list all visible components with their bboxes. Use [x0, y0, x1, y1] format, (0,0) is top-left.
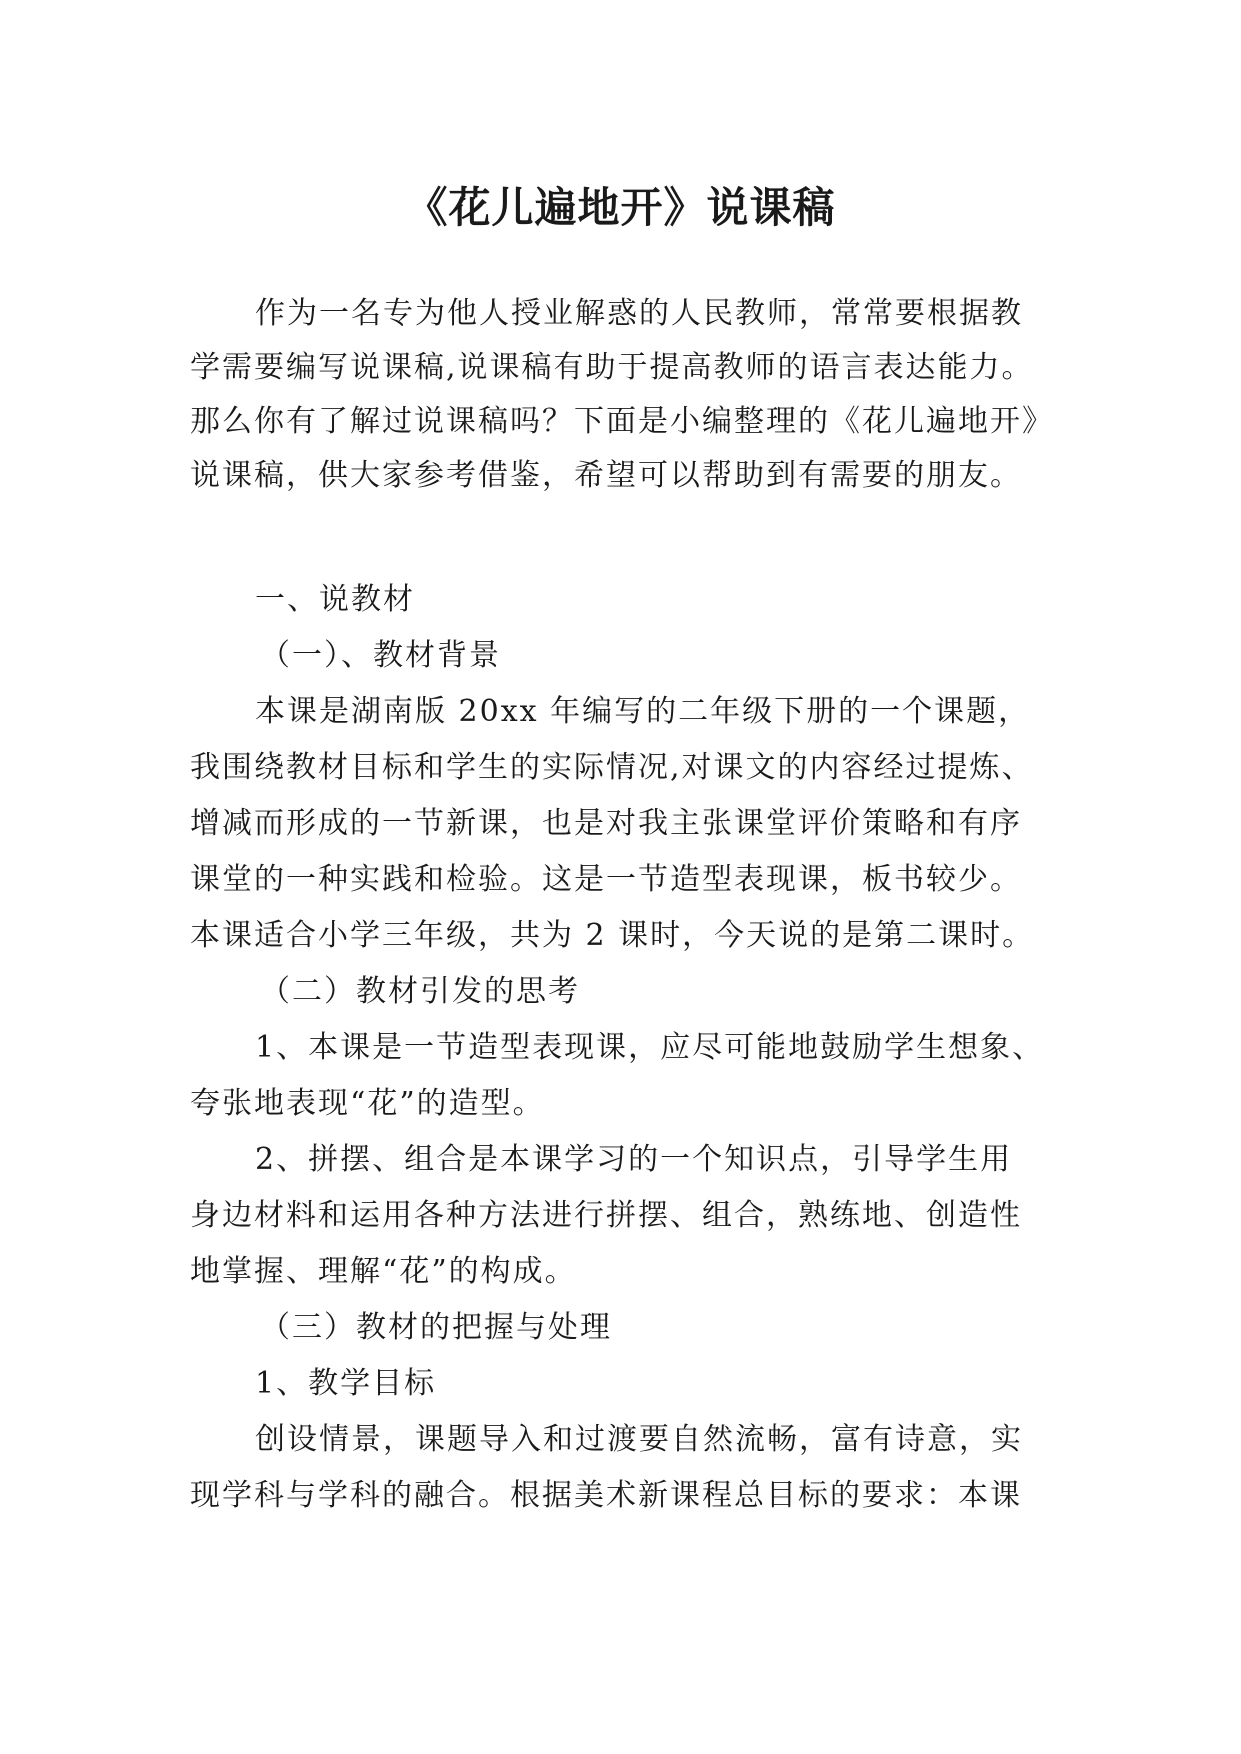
- list-item-line: 2、拼摆、组合是本课学习的一个知识点，引导学生用: [255, 1142, 1013, 1177]
- list-item-line: 1、本课是一节造型表现课，应尽可能地鼓励学生想象、: [255, 1030, 1045, 1065]
- section-heading: 一、说教材: [255, 582, 415, 617]
- intro-line-4: 说课稿，供大家参考借鉴，希望可以帮助到有需要的朋友。: [190, 458, 1022, 493]
- paragraph-line: 增减而形成的一节新课，也是对我主张课堂评价策略和有序: [190, 806, 1022, 841]
- paragraph-line: 本课适合小学三年级，共为 2 课时，今天说的是第二课时。: [190, 918, 1035, 953]
- list-item-line: 身边材料和运用各种方法进行拼摆、组合，熟练地、创造性: [190, 1198, 1022, 1233]
- subsection-heading-2: （二）教材引发的思考: [260, 974, 580, 1009]
- subsection-heading-3: （三）教材的把握与处理: [260, 1310, 612, 1345]
- subsection-heading-1: （一）、教材背景: [260, 638, 501, 673]
- list-item-heading: 1、教学目标: [255, 1366, 437, 1401]
- intro-line-2: 学需要编写说课稿,说课稿有助于提高教师的语言表达能力。: [190, 350, 1034, 385]
- list-item-line: 夸张地表现“花”的造型。: [190, 1086, 545, 1121]
- document-title: 《花儿遍地开》说课稿: [405, 183, 836, 233]
- paragraph-line: 现学科与学科的融合。根据美术新课程总目标的要求：本课: [190, 1478, 1022, 1513]
- intro-line-1: 作为一名专为他人授业解惑的人民教师，常常要根据教: [255, 296, 1023, 331]
- list-item-line: 地掌握、理解“花”的构成。: [190, 1254, 577, 1289]
- paragraph-line: 创设情景，课题导入和过渡要自然流畅，富有诗意，实: [255, 1422, 1023, 1457]
- paragraph-line: 课堂的一种实践和检验。这是一节造型表现课，板书较少。: [190, 862, 1022, 897]
- paragraph-line: 我围绕教材目标和学生的实际情况,对课文的内容经过提炼、: [190, 750, 1034, 785]
- intro-line-3: 那么你有了解过说课稿吗？下面是小编整理的《花儿遍地开》: [190, 404, 1054, 439]
- paragraph-line: 本课是湖南版 20xx 年编写的二年级下册的一个课题，: [255, 694, 1031, 729]
